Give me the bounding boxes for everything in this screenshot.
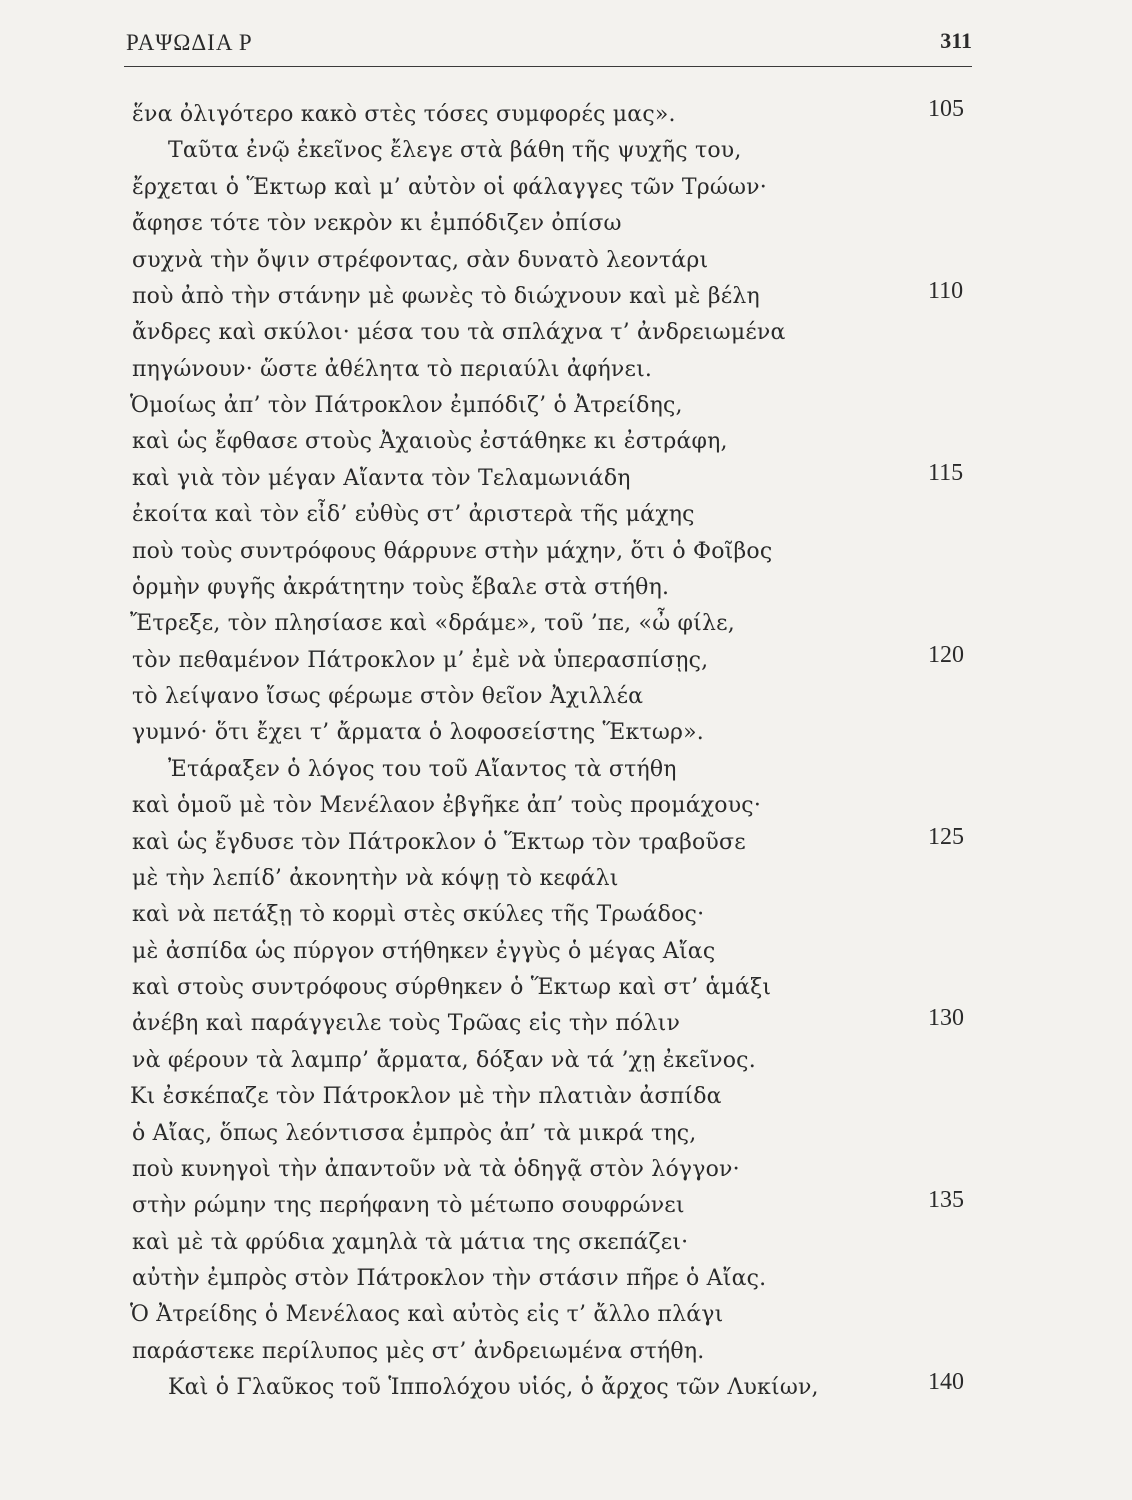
- verse-line: [0, 136, 1132, 172]
- page-header: [126, 28, 972, 68]
- verse-text: ἄφησε τότε τὸν νεκρὸν κι ἐμπόδιζεν ὀπίσω: [132, 211, 622, 237]
- page-number: 311: [940, 28, 972, 53]
- running-title: ΡΑΨΩΔΙΑ Ρ: [126, 30, 253, 55]
- verse-text: τὸ λείψανο ἴσως φέρωμε στὸν θεῖον Ἀχιλλέα: [132, 684, 644, 709]
- verse-line: [0, 537, 1132, 573]
- verse-text: ἔρχεται ὁ Ἕκτωρ καὶ μ’ αὐτὸν οἱ φάλαγγες τῶν Τρώων·: [132, 174, 767, 200]
- verse-text: μὲ τὴν λεπίδ’ ἀκονητὴν νὰ κόψῃ τὸ κεφάλι: [132, 865, 619, 891]
- verse-line: [0, 864, 1132, 900]
- verse-text: γυμνό· ὅτι ἔχει τ’ ἄρματα ὁ λοφοσείστης Ἕκτωρ».: [132, 720, 704, 746]
- verse-line: [0, 823, 1132, 864]
- line-number: 140: [928, 1369, 964, 1396]
- verse-line: [0, 1119, 1132, 1155]
- verse-text: Ταῦτα ἐνῷ ἐκεῖνος ἔλεγε στὰ βάθη τῆς ψυχῆς του,: [168, 138, 742, 164]
- verse-text: Ὁ Ἀτρείδης ὁ Μενέλαος καὶ αὐτὸς εἰς τ’ ἄλλο πλάγι: [130, 1302, 724, 1328]
- line-number: 130: [928, 1005, 964, 1032]
- verse-text: Κι ἐσκέπαζε τὸν Πάτροκλον μὲ τὴν πλατιὰν ἀσπίδα: [130, 1084, 722, 1110]
- verse-text: Ὁμοίως ἀπ’ τὸν Πάτροκλον ἐμπόδιζ’ ὁ Ἀτρείδης,: [130, 393, 683, 418]
- verse-text: αὐτὴν ἐμπρὸς στὸν Πάτροκλον τὴν στάσιν πῆρε ὁ Αἴας.: [132, 1266, 767, 1291]
- verse-text: Καὶ ὁ Γλαῦκος τοῦ Ἱππολόχου υἱός, ὁ ἄρχος τῶν Λυκίων,: [168, 1375, 819, 1401]
- verse-text: συχνὰ τὴν ὄψιν στρέφοντας, σὰν δυνατὸ λεοντάρι: [132, 247, 709, 273]
- verse-text: ἀνέβη καὶ παράγγειλε τοὺς Τρῶας εἰς τὴν πόλιν: [132, 1011, 681, 1037]
- verse-line: [0, 318, 1132, 354]
- verse-text: πηγώνουν· ὥστε ἀθέλητα τὸ περιαύλι ἀφήνει.: [132, 356, 653, 382]
- verse-text: ἄνδρες καὶ σκύλοι· μέσα του τὰ σπλάχνα τ’ ἀνδρειωμένα: [132, 320, 786, 346]
- verse-line: [0, 1005, 1132, 1045]
- verse-text: καὶ στοὺς συντρόφους σύρθηκεν ὁ Ἕκτωρ καὶ στ’ ἁμάξι: [132, 975, 772, 1000]
- verse-text: ὁρμὴν φυγῆς ἀκράτητην τοὺς ἔβαλε στὰ στήθη.: [132, 574, 670, 600]
- verse-text: στὴν ρώμην της περήφανη τὸ μέτωπο σουφρώνει: [132, 1193, 685, 1219]
- verse-line: [0, 391, 1132, 427]
- verse-text: Ἔτρεξε, τὸν πλησίασε καὶ «δράμε», τοῦ ’πε, «ὦ φίλε,: [130, 611, 735, 637]
- verse-text: καὶ μὲ τὰ φρύδια χαμηλὰ τὰ μάτια της σκεπάζει·: [132, 1229, 689, 1255]
- verse-block: [0, 96, 1132, 1410]
- verse-line: [0, 500, 1132, 536]
- verse-line: [0, 1082, 1132, 1118]
- verse-line: [0, 459, 1132, 500]
- verse-text: ἐκοίτα καὶ τὸν εἶδ’ εὐθὺς στ’ ἀριστερὰ τῆς μάχης: [132, 502, 695, 528]
- verse-text: καὶ ὡς ἔφθασε στοὺς Ἀχαιοὺς ἐστάθηκε κι ἐστράφη,: [132, 429, 728, 455]
- verse-text: ὁ Αἴας, ὅπως λεόντισσα ἐμπρὸς ἀπ’ τὰ μικρά της,: [132, 1120, 697, 1146]
- verse-line: [0, 937, 1132, 973]
- verse-line: [0, 1187, 1132, 1227]
- verse-line: [0, 355, 1132, 391]
- verse-line: [0, 718, 1132, 754]
- verse-line: [0, 755, 1132, 791]
- verse-text: ποὺ ἀπὸ τὴν στάνην μὲ φωνὲς τὸ διώχνουν καὶ μὲ βέλη: [132, 283, 760, 309]
- verse-line: [0, 1264, 1132, 1300]
- verse-line: [0, 1228, 1132, 1264]
- verse-text: μὲ ἀσπίδα ὡς πύργον στήθηκεν ἐγγὺς ὁ μέγας Αἴας: [132, 938, 716, 964]
- line-number: 105: [928, 96, 964, 122]
- verse-line: [0, 1369, 1132, 1409]
- verse-text: καὶ ὡς ἔγδυσε τὸν Πάτροκλον ὁ Ἕκτωρ τὸν τραβοῦσε: [132, 829, 746, 855]
- line-number: 135: [928, 1187, 964, 1214]
- header-rule: [124, 66, 972, 67]
- verse-text: τὸν πεθαμένον Πάτροκλον μ’ ἐμὲ νὰ ὑπερασπίσῃς,: [132, 647, 709, 673]
- verse-text: καὶ ὁμοῦ μὲ τὸν Μενέλαον ἐβγῆκε ἀπ’ τοὺς προμάχους·: [132, 793, 762, 819]
- verse-text: ἕνα ὀλιγότερο κακὸ στὲς τόσες συμφορές μας».: [132, 102, 676, 127]
- line-number: 120: [928, 641, 964, 668]
- verse-line: [0, 900, 1132, 936]
- verse-line: [0, 96, 1132, 136]
- verse-text: νὰ φέρουν τὰ λαμπρ’ ἄρματα, δόξαν νὰ τά ’χῃ ἐκεῖνος.: [132, 1047, 756, 1073]
- line-number: 115: [928, 459, 964, 486]
- verse-text: παράστεκε περίλυπος μὲς στ’ ἀνδρειωμένα στήθη.: [132, 1338, 705, 1364]
- verse-line: [0, 277, 1132, 318]
- verse-text: καὶ γιὰ τὸν μέγαν Αἴαντα τὸν Τελαμωνιάδη: [132, 465, 631, 491]
- verse-line: [0, 1300, 1132, 1336]
- verse-line: [0, 573, 1132, 609]
- verse-line: [0, 682, 1132, 718]
- verse-line: [0, 1046, 1132, 1082]
- verse-line: [0, 209, 1132, 245]
- verse-line: [0, 173, 1132, 209]
- verse-text: ποὺ τοὺς συντρόφους θάρρυνε στὴν μάχην, ὅτι ὁ Φοῖβος: [132, 538, 773, 564]
- verse-text: Ἐτάραξεν ὁ λόγος του τοῦ Αἴαντος τὰ στήθη: [168, 756, 677, 782]
- line-number: 110: [928, 277, 964, 304]
- verse-text: ποὺ κυνηγοὶ τὴν ἀπαντοῦν νὰ τὰ ὁδηγᾷ στὸν λόγγον·: [132, 1156, 740, 1182]
- line-number: 125: [928, 823, 964, 850]
- verse-text: καὶ νὰ πετάξῃ τὸ κορμὶ στὲς σκύλες τῆς Τρωάδος·: [132, 902, 705, 928]
- verse-line: [0, 641, 1132, 682]
